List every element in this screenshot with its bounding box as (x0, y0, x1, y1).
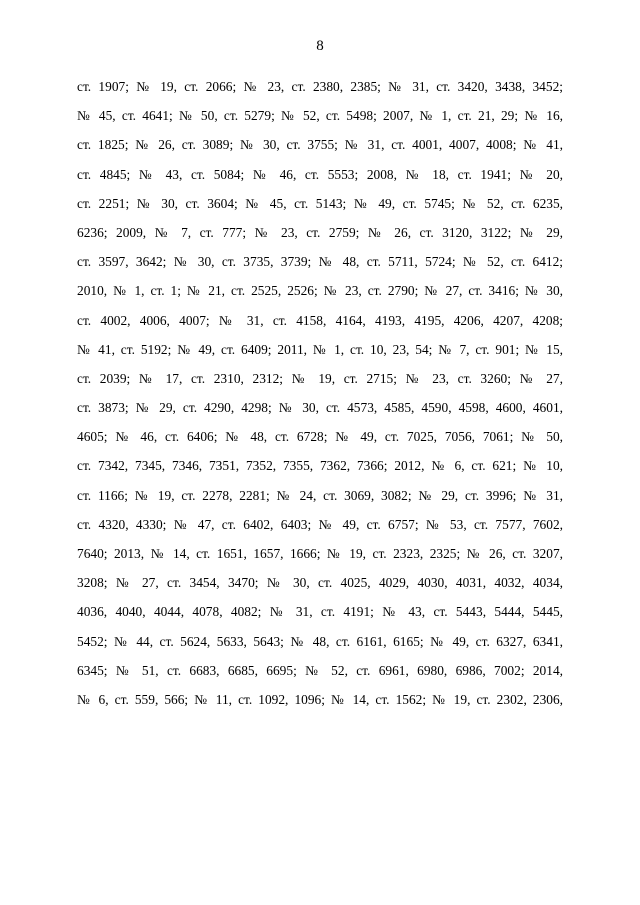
text-line: ст. 1907; № 19, ст. 2066; № 23, ст. 2380, 2385; № 31, ст. 3420, 3438, 3452; (77, 79, 563, 94)
text-line: 6236; 2009, № 7, ст. 777; № 23, ст. 2759; № 26, ст. 3120, 3122; № 29, (77, 224, 563, 240)
text-line: ст. 3597, 3642; № 30, ст. 3735, 3739; № 48, ст. 5711, 5724; № 52, ст. 6412; (77, 254, 563, 270)
text-line: ст. 2039; № 17, ст. 2310, 2312; № 19, ст. 2715; № 23, ст. 3260; № 27, (77, 370, 563, 386)
text-line: ст. 4002, 4006, 4007; № 31, ст. 4158, 4164, 4193, 4195, 4206, 4207, 4208; (77, 312, 563, 328)
text-line: ст. 2251; № 30, ст. 3604; № 45, ст. 5143; № 49, ст. 5745; № 52, ст. 6235, (77, 195, 563, 211)
text-line: 6345; № 51, ст. 6683, 6685, 6695; № 52, ст. 6961, 6980, 6986, 7002; 2014, (77, 662, 563, 678)
text-line: 5452; № 44, ст. 5624, 5633, 5643; № 48, ст. 6161, 6165; № 49, ст. 6327, 6341, (77, 633, 563, 649)
text-line: ст. 4845; № 43, ст. 5084; № 46, ст. 5553; 2008, № 18, ст. 1941; № 20, (77, 166, 563, 182)
text-line: 7640; 2013, № 14, ст. 1651, 1657, 1666; № 19, ст. 2323, 2325; № 26, ст. 3207, (77, 546, 563, 561)
text-line: ст. 1166; № 19, ст. 2278, 2281; № 24, ст. 3069, 3082; № 29, ст. 3996; № 31, (77, 487, 563, 503)
text-line: 3208; № 27, ст. 3454, 3470; № 30, ст. 4025, 4029, 4030, 4031, 4032, 4034, (77, 575, 563, 591)
text-line: 2010, № 1, ст. 1; № 21, ст. 2525, 2526; № 23, ст. 2790; № 27, ст. 3416; № 30, (77, 283, 563, 299)
text-line: ст. 4320, 4330; № 47, ст. 6402, 6403; № 49, ст. 6757; № 53, ст. 7577, 7602, (77, 516, 563, 532)
text-line: ст. 3873; № 29, ст. 4290, 4298; № 30, ст. 4573, 4585, 4590, 4598, 4600, 4601, (77, 400, 563, 416)
text-line: ст. 1825; № 26, ст. 3089; № 30, ст. 3755; № 31, ст. 4001, 4007, 4008; № 41, (77, 137, 563, 153)
text-line: 4036, 4040, 4044, 4078, 4082; № 31, ст. 4191; № 43, ст. 5443, 5444, 5445, (77, 604, 563, 620)
text-line: ст. 7342, 7345, 7346, 7351, 7352, 7355, 7362, 7366; 2012, № 6, ст. 621; № 10, (77, 458, 563, 474)
text-line: № 45, ст. 4641; № 50, ст. 5279; № 52, ст. 5498; 2007, № 1, ст. 21, 29; № 16, (77, 108, 563, 124)
text-line: 4605; № 46, ст. 6406; № 48, ст. 6728; № 49, ст. 7025, 7056, 7061; № 50, (77, 429, 563, 445)
page-number: 8 (316, 38, 324, 54)
text-line: № 6, ст. 559, 566; № 11, ст. 1092, 1096; № 14, ст. 1562; № 19, ст. 2302, 2306, (77, 691, 563, 707)
text-line: № 41, ст. 5192; № 49, ст. 6409; 2011, № 1, ст. 10, 23, 54; № 7, ст. 901; № 15, (77, 341, 563, 357)
body-text (77, 77, 563, 719)
